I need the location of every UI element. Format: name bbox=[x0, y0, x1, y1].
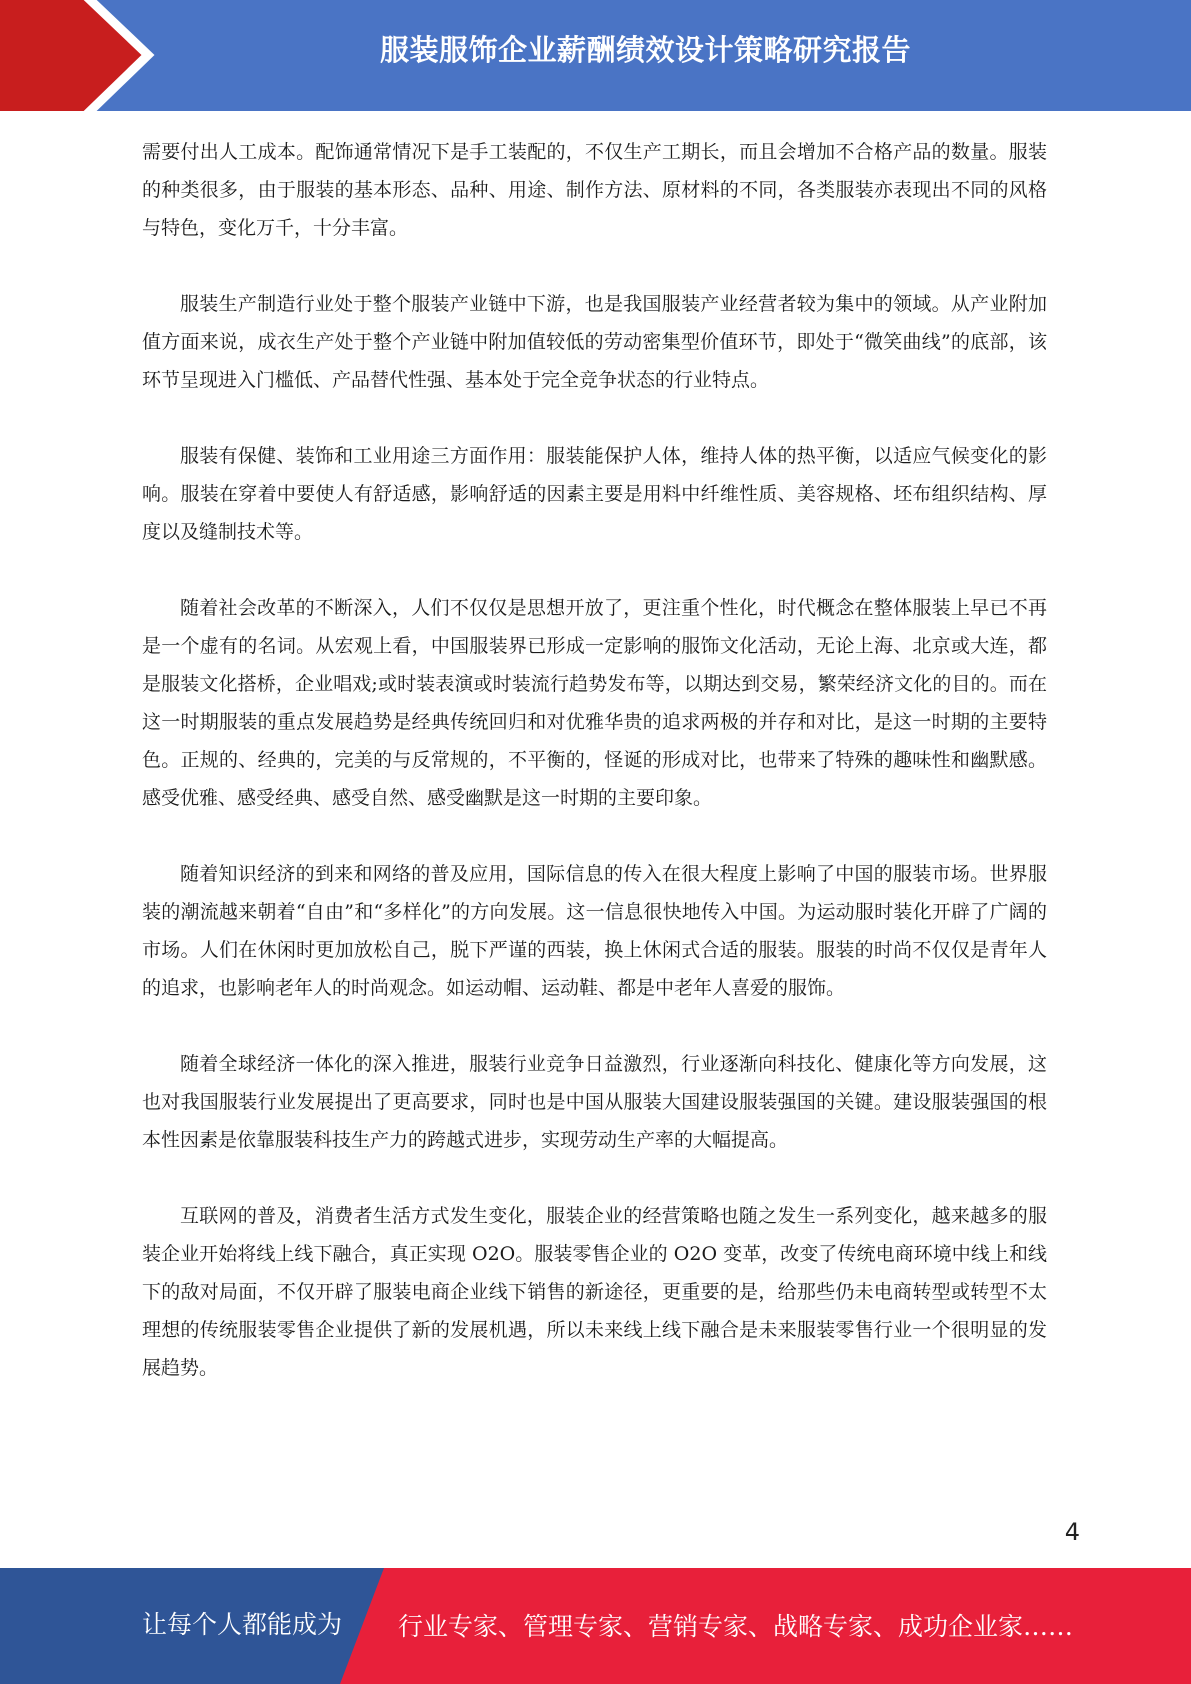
paragraph: 随着全球经济一体化的深入推进，服装行业竞争日益激烈，行业逐渐向科技化、健康化等方向发展，这也对我国服装行业发展提出了更高要求，同时也是中国从服装大国建设服装强国的关键。建设服装强国的根本性因素是依靠服装科技生产力的跨越式进步，实现劳动生产率的大幅提高。 bbox=[142, 1053, 1047, 1151]
paragraph: 服装有保健、装饰和工业用途三方面作用：服装能保护人体，维持人体的热平衡，以适应气候变化的影响。服装在穿着中要使人有舒适感，影响舒适的因素主要是用料中纤维性质、美容规格、坯布组织结构、厚度以及缝制技术等。 bbox=[142, 445, 1047, 543]
document-body bbox=[142, 133, 1047, 1425]
footer-slogan-left: 让每个人都能成为 bbox=[142, 1610, 343, 1639]
paragraph: 随着社会改革的不断深入，人们不仅仅是思想开放了，更注重个性化，时代概念在整体服装上早已不再是一个虚有的名词。从宏观上看，中国服装界已形成一定影响的服饰文化活动，无论上海、北京或大连，都是服装文化搭桥，企业唱戏;或时装表演或时装流行趋势发布等，以期达到交易，繁荣经济文化的目的。而在这一时期服装的重点发展趋势是经典传统回归和对优雅华贵的追求两极的并存和对比，是这一时期的主要特色。正规的、经典的，完美的与反常规的，不平衡的，怪诞的形成对比，也带来了特殊的趣味性和幽默感。感受优雅、感受经典、感受自然、感受幽默是这一时期的主要印象。 bbox=[142, 597, 1047, 809]
report-header bbox=[0, 0, 1191, 111]
paragraph: 服装生产制造行业处于整个服装产业链中下游，也是我国服装产业经营者较为集中的领域。从产业附加值方面来说，成衣生产处于整个产业链中附加值较低的劳动密集型价值环节，即处于“微笑曲线”的底部，该环节呈现进入门槛低、产品替代性强、基本处于完全竞争状态的行业特点。 bbox=[142, 293, 1047, 391]
footer-banner bbox=[0, 1568, 1191, 1684]
report-title: 服装服饰企业薪酬绩效设计策略研究报告 bbox=[379, 33, 911, 67]
footer-slogan-right: 行业专家、管理专家、营销专家、战略专家、成功企业家…… bbox=[398, 1612, 1074, 1641]
paragraph: 需要付出人工成本。配饰通常情况下是手工装配的，不仅生产工期长，而且会增加不合格产品的数量。服装的种类很多，由于服装的基本形态、品种、用途、制作方法、原材料的不同，各类服装亦表现出不同的风格与特色，变化万千，十分丰富。 bbox=[142, 141, 1047, 239]
arrow-chevron-icon bbox=[0, 0, 160, 111]
paragraph: 随着知识经济的到来和网络的普及应用，国际信息的传入在很大程度上影响了中国的服装市场。世界服装的潮流越来朝着“自由”和“多样化”的方向发展。这一信息很快地传入中国。为运动服时装化开辟了广阔的市场。人们在休闲时更加放松自己，脱下严谨的西装，换上休闲式合适的服装。服装的时尚不仅仅是青年人的追求，也影响老年人的时尚观念。如运动帽、运动鞋、都是中老年人喜爱的服饰。 bbox=[142, 863, 1047, 999]
page-number: 4 bbox=[1064, 1518, 1080, 1546]
paragraph: 互联网的普及，消费者生活方式发生变化，服装企业的经营策略也随之发生一系列变化，越来越多的服装企业开始将线上线下融合，真正实现 O2O。服装零售企业的 O2O 变革，改变了传统电商环境中线上和线下的敌对局面，不仅开辟了服装电商企业线下销售的新途径，更重要的是，给那些仍未电商转型或转型不太理想的传统服装零售企业提供了新的发展机遇，所以未来线上线下融合是未来服装零售行业一个很明显的发展趋势。 bbox=[142, 1205, 1047, 1379]
